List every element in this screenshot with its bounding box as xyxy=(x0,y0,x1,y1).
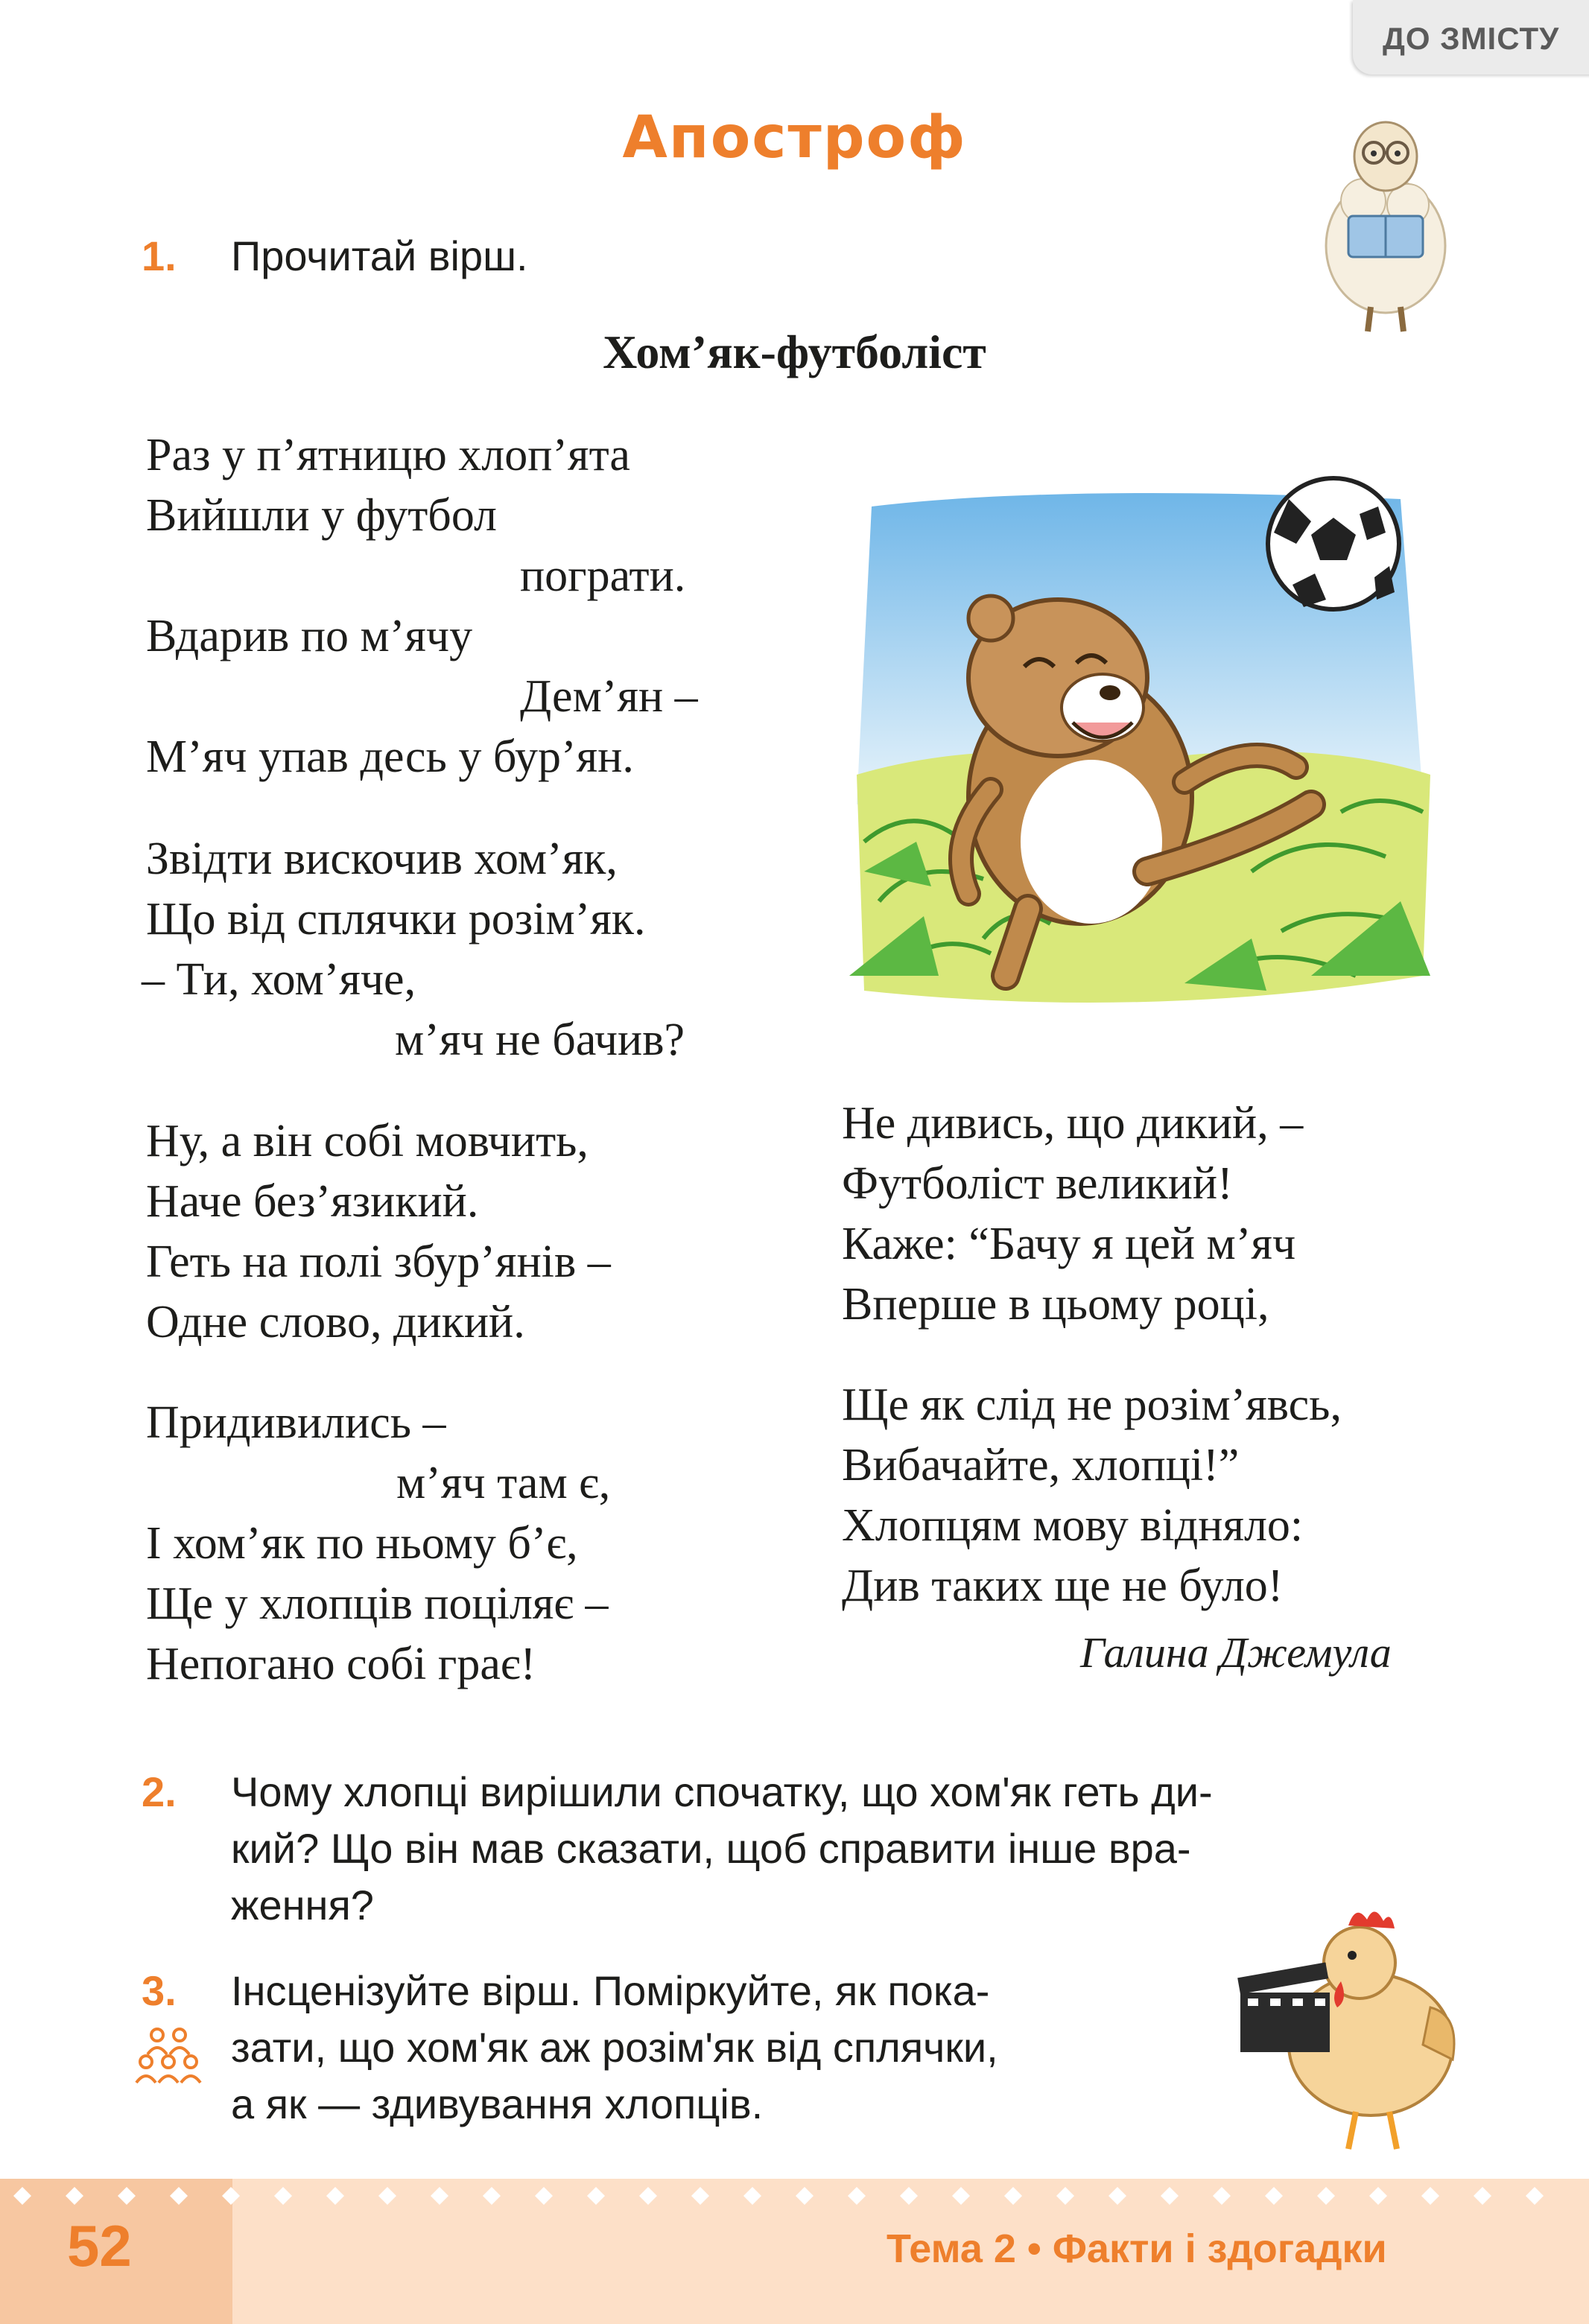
poem-line: М’яч упав десь у бур’ян. xyxy=(146,731,634,782)
poem-line: Раз у п’ятницю хлоп’ята xyxy=(146,430,630,480)
task-3-number: 3. xyxy=(142,1967,177,2014)
poem-line: І хом’як по ньому б’є, xyxy=(146,1518,578,1569)
poem-line: м’яч там є, xyxy=(396,1458,611,1508)
poem-author: Галина Джемула xyxy=(1080,1628,1392,1677)
hen-clapperboard-illustration xyxy=(1229,1903,1468,2156)
poem-stanza-3 xyxy=(146,1111,816,1353)
poem-line: Вийшли у футбол xyxy=(146,490,497,541)
poem-stanza-1 xyxy=(146,425,764,787)
poem-line: Хлопцям мову відняло: xyxy=(842,1500,1304,1551)
poem-line: Вперше в цьому році, xyxy=(842,1279,1269,1330)
poem-line: Наче без’язикий. xyxy=(146,1176,479,1227)
page-number: 52 xyxy=(67,2213,132,2279)
poem-line: Геть на полі збур’янів – xyxy=(146,1236,611,1287)
poem-line: Звідти вискочив хом’як, xyxy=(146,834,618,884)
task-1 xyxy=(142,228,1259,288)
task-2-line: кий? Що він мав сказати, щоб справити інше вра- xyxy=(231,1825,1191,1872)
poem-line: пограти. xyxy=(520,550,686,601)
poem-line: Вибачайте, хлопці!” xyxy=(842,1440,1240,1490)
group-work-icon xyxy=(131,2026,206,2086)
lesson-title: Апостроф xyxy=(622,104,967,171)
task-2-line: Чому хлопці вирішили спочатку, що хом'як геть ди- xyxy=(231,1768,1213,1815)
poem-stanza-5 xyxy=(842,1093,1512,1335)
hamster-football-illustration xyxy=(834,454,1453,1043)
poem-line: Вдарив по м’ячу xyxy=(146,611,473,661)
poem-line: Футболіст великий! xyxy=(842,1158,1233,1209)
poem-stanza-2 xyxy=(142,829,812,1070)
task-1-number: 1. xyxy=(142,232,177,279)
poem-stanza-4 xyxy=(146,1393,816,1695)
task-2-line: ження? xyxy=(231,1882,374,1928)
task-3-line: Інсценізуйте вірш. Поміркуйте, як пока- xyxy=(231,1967,990,2014)
task-1-text: Прочитай вірш. xyxy=(231,232,528,279)
poem-line: Дем’ян – xyxy=(520,671,698,722)
task-3-line: а як — здивування хлопців. xyxy=(231,2080,764,2127)
sheep-reading-illustration xyxy=(1311,112,1460,335)
poem-line: Що від сплячки розім’як. xyxy=(146,894,646,944)
task-3-text xyxy=(231,1963,998,2133)
poem-line: м’яч не бачив? xyxy=(395,1015,685,1065)
poem-stanza-6 xyxy=(842,1375,1512,1616)
poem-line: Ще у хлопців поціляє – xyxy=(146,1578,609,1629)
task-2-text xyxy=(231,1764,1213,1934)
poem-line: Ще як слід не розім’явсь, xyxy=(842,1380,1342,1430)
poem-line: Каже: “Бачу я цей м’яч xyxy=(842,1219,1296,1269)
footer-theme: Тема 2 • Факти і здогадки xyxy=(887,2226,1387,2271)
task-3 xyxy=(142,1963,1222,2142)
ornament-border xyxy=(0,2181,1589,2211)
poem-line: Одне слово, дикий. xyxy=(146,1297,525,1347)
poem-title: Хом’як-футболіст xyxy=(603,326,986,378)
task-3-line: зати, що хом'як аж розім'як від сплячки, xyxy=(231,2024,998,2071)
poem-line: – Ти, хом’яче, xyxy=(142,954,416,1005)
contents-tab[interactable] xyxy=(1353,0,1589,74)
poem-line: Придивились – xyxy=(146,1397,446,1448)
poem-line: Не дивись, що дикий, – xyxy=(842,1098,1304,1149)
poem-line: Непогано собі грає! xyxy=(146,1639,536,1689)
poem-line: Ну, а він собі мовчить, xyxy=(146,1116,589,1166)
task-2-number: 2. xyxy=(142,1768,177,1815)
contents-tab-label: ДО ЗМІСТУ xyxy=(1383,21,1560,56)
poem-line: Див таких ще не було! xyxy=(842,1561,1284,1611)
